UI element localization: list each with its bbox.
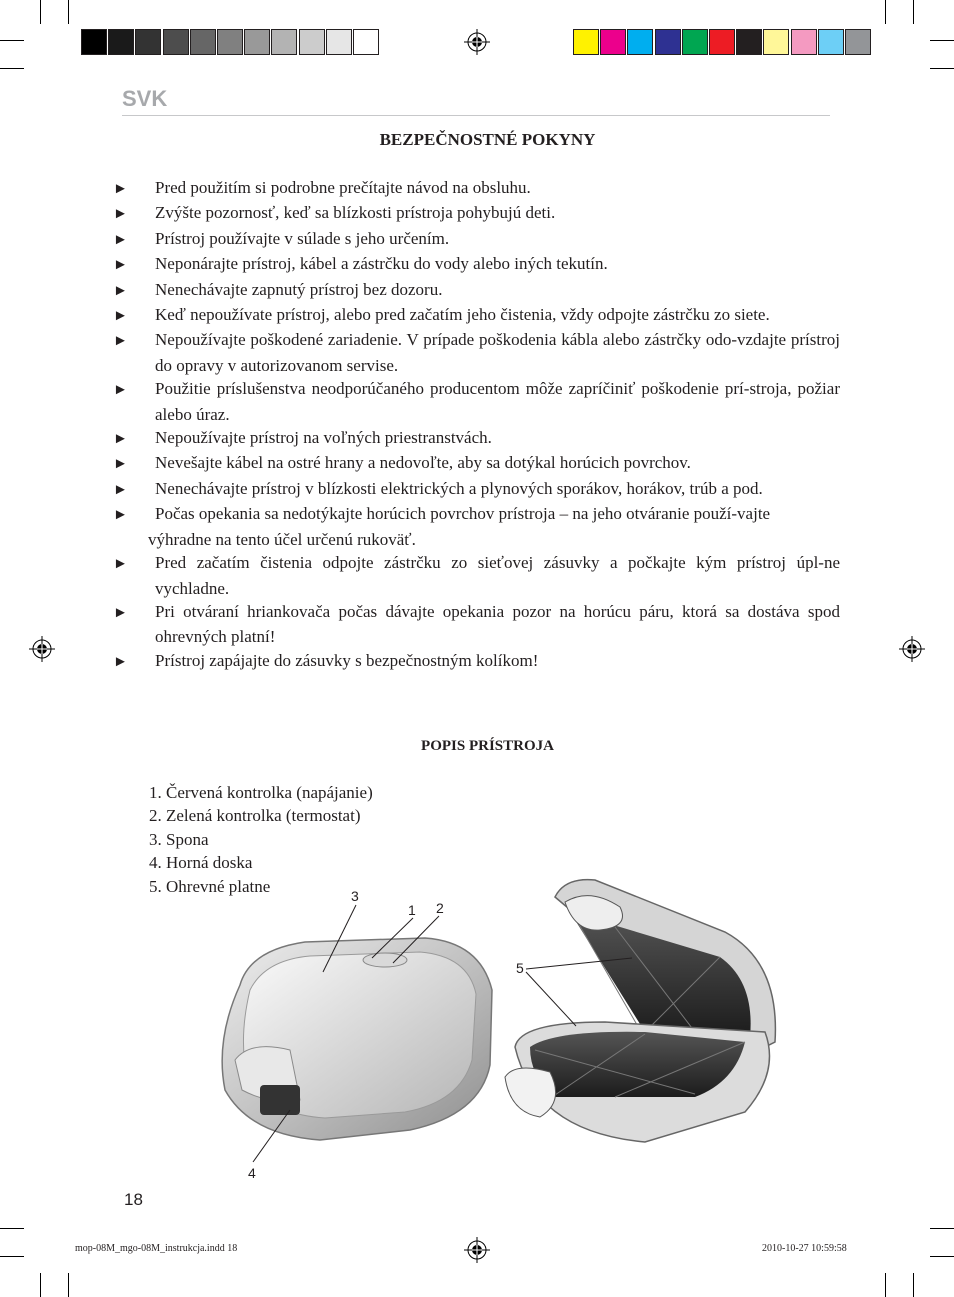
safety-item-text: Prístroj používajte v súlade s jeho určením. [155,228,450,248]
bullet-icon: ► [113,206,128,223]
safety-item-text: Zvýšte pozornosť, keď sa blízkosti prístroja pohybujú deti. [155,203,556,223]
safety-item-text: Pred použitím si podrobne prečítajte návod na obsluhu. [155,178,531,197]
safety-item-text: výhradne na tento účel určenú rukoväť. [148,529,416,549]
timestamp-slug: 2010-10-27 10:59:58 [762,1243,847,1254]
language-label: SVK [122,86,168,111]
safety-item-text: Prístroj zapájajte do zásuvky s bezpečnostným kolíkom! [155,650,539,670]
bullet-icon: ► [113,456,128,473]
safety-item-text: Nevešajte kábel na ostré hrany a nedovoľte, aby sa dotýkal horúcich povrchov. [155,453,691,473]
callout-label: 1 [408,902,416,918]
bullet-icon: ► [113,181,128,197]
safety-item-text: Použitie príslušenstva neodporúčaného producentom môže zapríčiniť poškodenie prí-stroja, požiar alebo úraz. [155,379,840,424]
callout-label: 2 [436,900,444,916]
bullet-icon: ► [113,604,128,621]
bullet-icon: ► [113,653,128,670]
safety-item-text: Nepoužívajte prístroj na voľných priestranstvách. [155,428,492,448]
part-item: 1. Červená kontrolka (napájanie) [149,783,373,802]
safety-item-text: Nepoužívajte poškodené zariadenie. V prípade poškodenia kábla alebo zástrčky odo-vzdajte prístroj do opravy v autorizovanom servise. [155,330,840,375]
safety-item-text: Pri otváraní hriankovača počas dávajte opekania pozor na horúcu páru, ktorá sa dostáva spod ohrevných platní! [155,601,840,647]
bullet-icon: ► [113,507,128,524]
safety-title: BEZPEČNOSTNÉ POKYNY [379,130,596,149]
part-item: 5. Ohrevné platne [149,876,271,896]
page-number: 18 [124,1190,143,1209]
description-title: POPIS PRÍSTROJA [421,738,554,754]
part-item: 4. Horná doska [149,853,253,873]
bullet-icon: ► [113,333,128,350]
callout-label: 4 [248,1165,256,1181]
part-item: 3. Spona [149,829,209,849]
bullet-icon: ► [113,257,128,274]
part-item: 2. Zelená kontrolka (termostat) [149,806,361,826]
safety-item-text: Nenechávajte zapnutý prístroj bez dozoru. [155,279,443,299]
bullet-icon: ► [113,282,128,299]
bullet-icon: ► [113,556,128,573]
bullet-icon: ► [113,431,128,448]
callout-label: 5 [516,960,524,976]
safety-item-text: Počas opekania sa nedotýkajte horúcich povrchov prístroja – na jeho otváranie použí-vajte [155,504,771,524]
safety-item-text: Keď nepoužívate prístroj, alebo pred začatím jeho čistenia, vždy odpojte zástrčku zo siete. [155,305,770,325]
bullet-icon: ► [113,382,128,399]
safety-item-text: Neponárajte prístroj, kábel a zástrčku do vody alebo iných tekutín. [155,254,608,274]
safety-item-text: Pred začatím čistenia odpojte zástrčku zo sieťovej zásuvky a počkajte kým prístroj úpl-ne vychladne. [155,553,840,598]
bullet-icon: ► [113,231,128,248]
callout-label: 3 [351,888,359,904]
file-slug: mop-08M_mgo-08M_instrukcja.indd 18 [75,1243,238,1254]
bullet-icon: ► [113,481,128,498]
safety-item-text: Nenechávajte prístroj v blízkosti elektrických a plynových sporákov, horákov, trúb a pod. [155,478,763,498]
bullet-icon: ► [113,308,128,325]
